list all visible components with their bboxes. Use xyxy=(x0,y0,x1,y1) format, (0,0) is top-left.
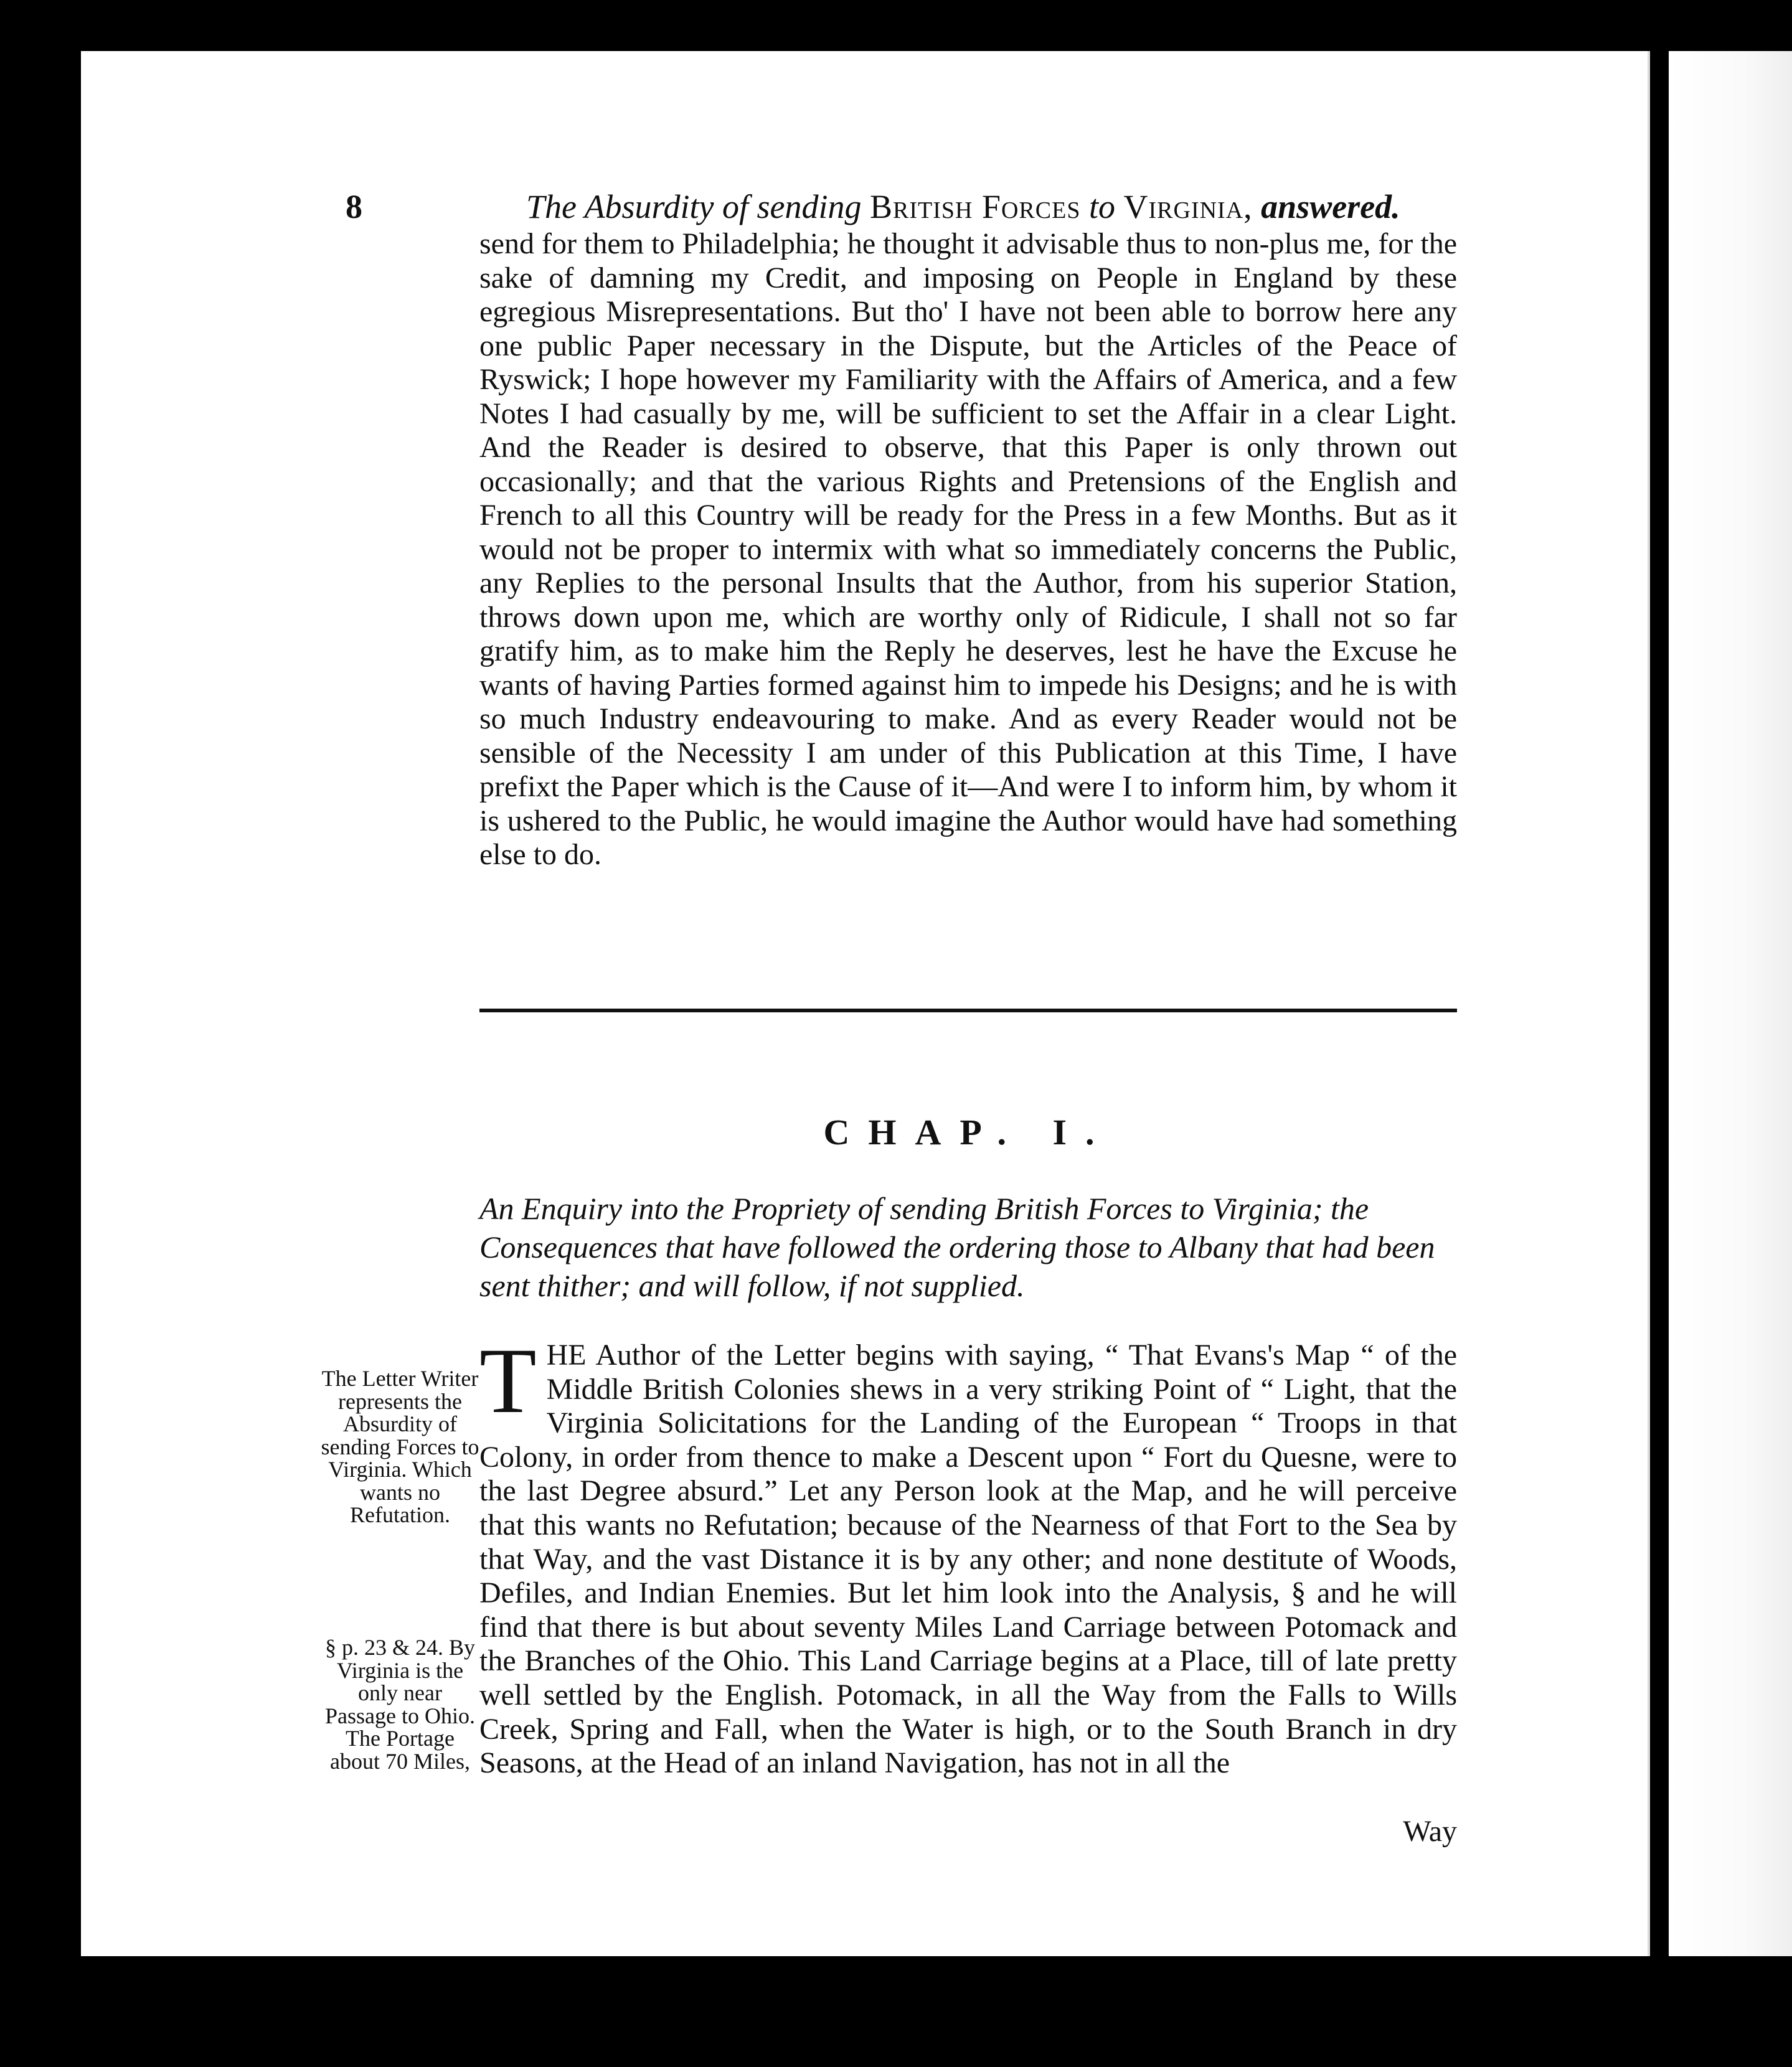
section-divider xyxy=(479,1009,1457,1012)
margin-note: The Letter Writer represents the Absurdity of sending Forces to Virginia. Which wants no Refutation. xyxy=(321,1366,479,1527)
chapter-title: CHAP. I. xyxy=(823,1112,1113,1152)
drop-cap: T xyxy=(479,1329,537,1433)
catchword: Way xyxy=(1403,1815,1457,1848)
chapter-text xyxy=(479,1329,1457,1781)
chapter-subtitle: An Enquiry into the Propriety of sending British Forces to Virginia; the Consequences that have followed the ordering those to Albany that had been sent thither; and will follow, if not supplied. xyxy=(479,1191,1435,1303)
chapter-paragraph: HE Author of the Letter begins with saying, “ That Evans's Map “ of the Middle British Colonies shews in a very striking Point of “ Light, that the Virginia Solicitations for the Landing of the European “ Troops in that Colony, in order from thence to make a Descent upon “ Fort du Quesne, were to the last Degree absurd.” Let any Person look at the Map, and he will perceive that this wants no Refutation; because of the Nearness of that Fort to the Sea by that Way, and the vast Distance it is by any other; and none destitute of Woods, Defiles, and Indian Enemies. But let him look into the Analysis, § and he will find that there is but about seventy Miles Land Carriage between Potomack and the Branches of the Ohio. This Land Carriage begins at a Place, till of late pretty well settled by the English. Potomack, in all the Way from the Falls to Wills Creek, Spring and Fall, when the Water is high, or to the South Branch in dry Seasons, at the Head of an inland Navigation, has not in all the xyxy=(479,1339,1457,1780)
margin-note: § p. 23 & 24. By Virginia is the only near Passage to Ohio. The Portage about 70 Miles, xyxy=(324,1635,475,1774)
preface-text xyxy=(479,227,1457,872)
running-title: The Absurdity of sending British Forces to Virginia, answered. xyxy=(526,188,1400,225)
page-number: 8 xyxy=(346,188,362,225)
preface-paragraph: send for them to Philadelphia; he thought it advisable thus to non-plus me, for the sake of damning my Credit, and imposing on People in England by these egregious Misrepresentations. But tho' I have not been able to borrow here any one public Paper necessary in the Dispute, but the Articles of the Peace of Ryswick; I hope however my Familiarity with the Affairs of America, and a few Notes I had casually by me, will be sufficient to set the Affair in a clear Light. And the Reader is desired to observe, that this Paper is only thrown out occasionally; and that the various Rights and Pretensions of the English and French to all this Country will be ready for the Press in a few Months. But as it would not be proper to intermix with what so immediately concerns the Public, any Replies to the personal Insults that the Author, from his superior Station, throws down upon me, which are worthy only of Ridicule, I shall not so far gratify him, as to make him the Reply he deserves, lest he have the Excuse he wants of having Parties formed against him to impede his Designs; and he is with so much Industry endeavouring to make. And as every Reader would not be sensible of the Necessity I am under of this Publication at this Time, I have prefixt the Paper which is the Cause of it—And were I to inform him, by whom it is ushered to the Public, he would imagine the Author would have had something else to do. xyxy=(479,227,1457,871)
next-page-edge xyxy=(1669,51,1792,1956)
